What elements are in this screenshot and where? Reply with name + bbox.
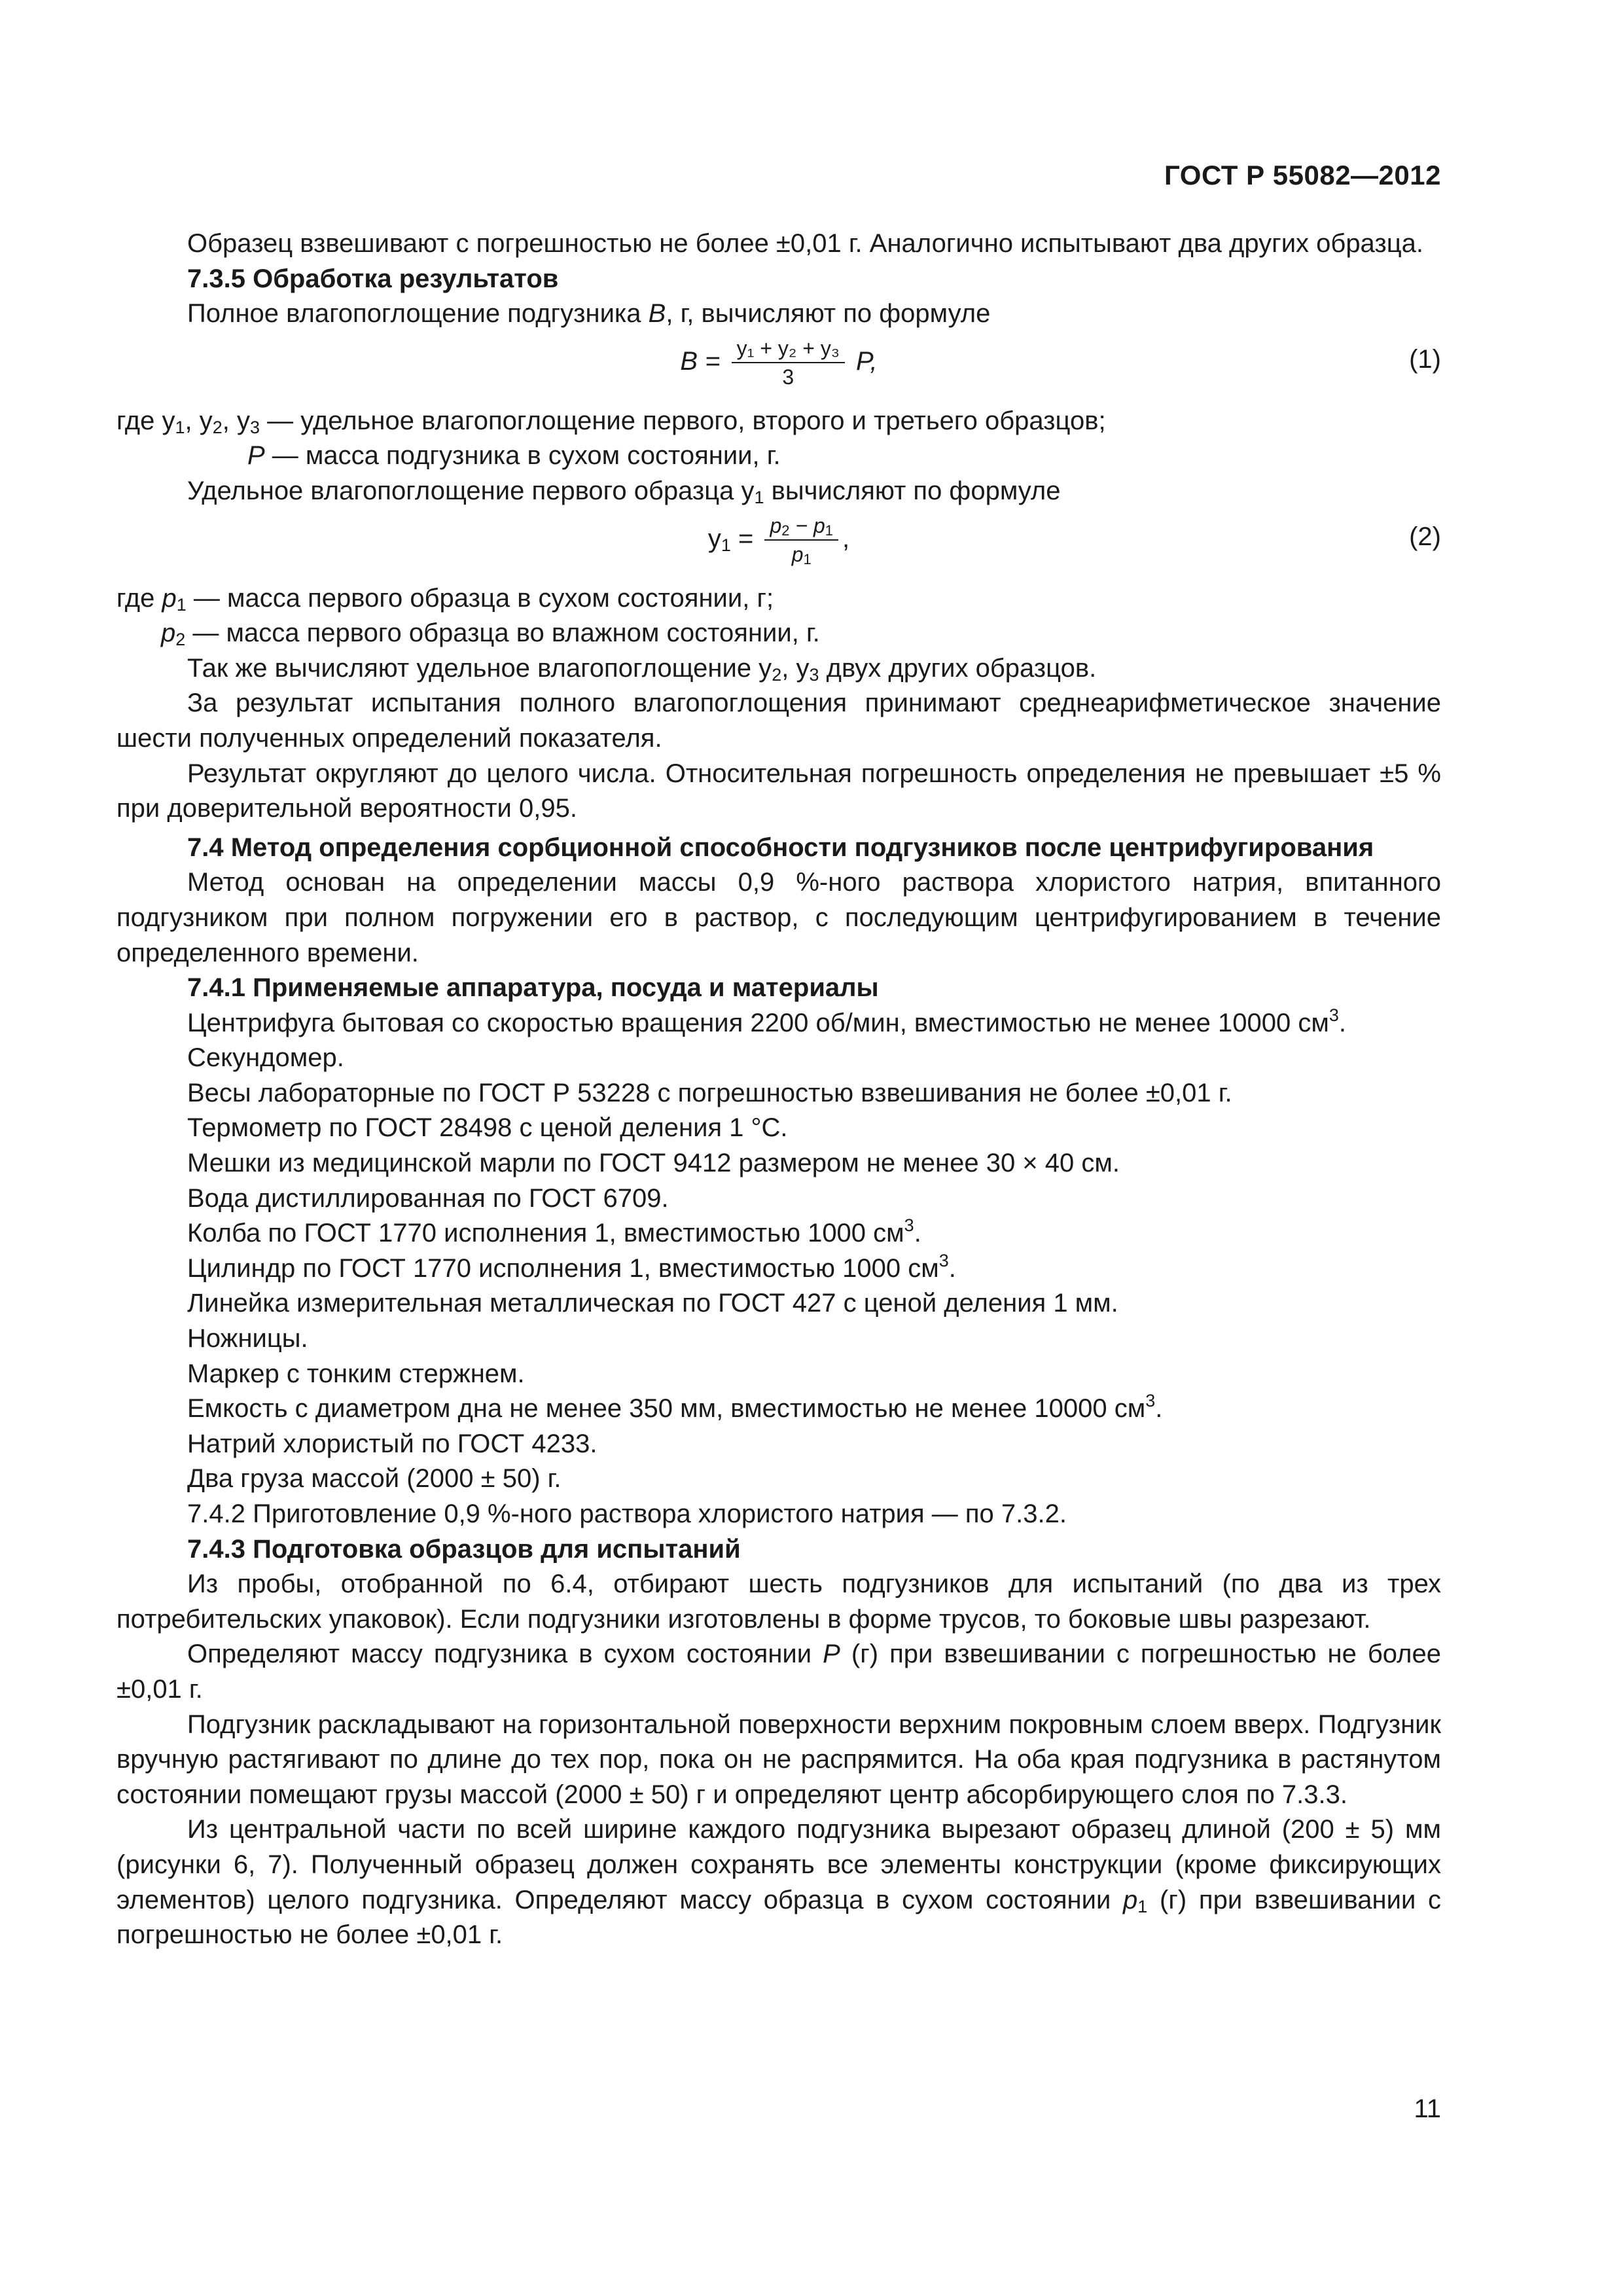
section-7-4-1-heading: 7.4.1 Применяемые аппаратура, посуда и материалы	[187, 973, 879, 1003]
formula-2-where-p1: где $p_1$ — масса первого образца в сухом состоянии, г;	[116, 583, 774, 615]
formula-2-denominator: $p_1$	[791, 542, 812, 567]
list-item: Емкость с диаметром дна не менее 350 мм, вместимостью не менее 10000 $см^3$.	[187, 1391, 1163, 1424]
list-item: Вода дистиллированная по ГОСТ 6709.	[187, 1183, 669, 1213]
document-code-header: ГОСТ Р 55082—2012	[1164, 160, 1441, 190]
method-paragraph: Метод основан на определении массы 0,9 %-ного раствора хлористого натрия, впитанного подгузником при полном погружении его в раствор, с последующим центрифугированием в течение определенного времени.	[116, 868, 1441, 967]
list-item: Цилиндр по ГОСТ 1770 исполнения 1, вместимостью 1000 $см^3$.	[187, 1250, 956, 1283]
dry-mass-paragraph: Определяют массу подгузника в сухом состоянии P (г) при взвешивании с погрешностью не более ±0,01 г.	[116, 1640, 1441, 1704]
list-item: Линейка измерительная металлическая по ГОСТ 427 с ценой деления 1 мм.	[187, 1289, 1118, 1318]
formula-2	[116, 509, 1441, 581]
formula-1-number: (1)	[1409, 344, 1441, 374]
list-item: Секундомер.	[187, 1043, 344, 1073]
list-item: Колба по ГОСТ 1770 исполнения 1, вместимостью 1000 $см^3$.	[187, 1215, 921, 1248]
list-item: Весы лабораторные по ГОСТ Р 53228 с погрешностью взвешивания не более ±0,01 г.	[187, 1078, 1232, 1107]
list-item: Центрифуга бытовая со скоростью вращения 2200 об/мин, вместимостью не менее 10000 $см^3$.	[187, 1005, 1347, 1037]
formula-1-where-y: где $y_1$, $y_2$, $y_3$ — удельное влагопоглощение первого, второго и третьего образцов;	[116, 406, 1106, 437]
formula-2-expression: $y_1$ = $\frac{p_2 - p_1}{p_1}$ ,	[707, 513, 850, 567]
formula-1-expression: В = $\frac{\text{y₁ + y₂ + y₃}}{3}$ P,	[680, 336, 878, 389]
formula-1-intro: Полное влагопоглощение подгузника В, г, вычисляют по формуле	[187, 299, 991, 329]
formula-2-fraction	[764, 513, 838, 567]
list-item: Мешки из медицинской марли по ГОСТ 9412 размером не менее 30 × 40 см.	[187, 1149, 1120, 1178]
formula-2-number: (2)	[1409, 522, 1441, 551]
cutting-paragraph: Из центральной части по всей ширине каждого подгузника вырезают образец длиной (200 ± 5) мм (рисунки 6, 7). Полученный образец должен сохранять все элементы конструкции (кроме фиксирующих элементов) целого подгузника. Определяют массу образца в сухом состоянии $p_1$ (г) при взвешивании с погрешностью не более ±0,01 г.	[116, 1815, 1441, 1950]
section-7-4-3-heading: 7.4.3 Подготовка образцов для испытаний	[187, 1534, 741, 1564]
formula-2-where-p2: $p_2$ — масса первого образца во влажном состоянии, г.	[161, 619, 820, 650]
list-item: Маркер с тонким стержнем.	[187, 1359, 525, 1388]
page-content	[116, 226, 1441, 1953]
variable-B: В	[648, 299, 666, 329]
section-7-3-5-heading: 7.3.5 Обработка результатов	[187, 264, 559, 293]
stretching-paragraph: Подгузник раскладывают на горизонтальной поверхности верхним покровным слоем вверх. Подгузник вручную растягивают по длине до тех пор, пока он не распрямится. На оба края подгузника в растянутом состоянии помещают грузы массой (2000 ± 50) г и определяют центр абсорбирующего слоя по 7.3.3.	[116, 1710, 1441, 1809]
formula-1	[116, 332, 1441, 404]
equipment-list	[116, 1006, 1441, 1497]
list-item: Натрий хлористый по ГОСТ 4233.	[187, 1429, 597, 1458]
list-item: Ножницы.	[187, 1324, 308, 1354]
list-item: Два груза массой (2000 ± 50) г.	[187, 1464, 562, 1494]
result-paragraph: За результат испытания полного влагопоглощения принимают среднеарифметическое значение шести полученных определений показателя.	[116, 689, 1441, 753]
other-samples-line: Так же вычисляют удельное влагопоглощение $y_2$, $y_3$ двух других образцов.	[187, 653, 1097, 685]
formula-2-numerator: $p_2 - p_1$	[764, 513, 838, 541]
list-item: Термометр по ГОСТ 28498 с ценой деления 1 °С.	[187, 1113, 788, 1143]
page-number: 11	[1414, 2094, 1441, 2123]
section-7-4-2: 7.4.2 Приготовление 0,9 %-ного раствора хлористого натрия — по 7.3.2.	[187, 1499, 1067, 1528]
formula-1-fraction	[732, 336, 845, 390]
formula-1-numerator: y₁ + y₂ + y₃	[732, 336, 845, 363]
formula-1-denominator: 3	[782, 365, 794, 389]
formula-2-intro: Удельное влагопоглощение первого образца $y_1$ вычисляют по формуле	[187, 476, 1061, 507]
sampling-paragraph: Из пробы, отобранной по 6.4, отбирают шесть подгузников для испытаний (по два из трех потребительских упаковок). Если подгузники изготовлены в форме трусов, то боковые швы разрезают.	[116, 1570, 1441, 1634]
rounding-paragraph: Результат округляют до целого числа. Относительная погрешность определения не превышает ±5 % при доверительной вероятности 0,95.	[116, 759, 1441, 823]
intro-paragraph: Образец взвешивают с погрешностью не более ±0,01 г. Аналогично испытывают два других образца.	[187, 229, 1423, 258]
section-7-4-heading: 7.4 Метод определения сорбционной способности подгузников после центрифугирования	[187, 833, 1374, 862]
formula-1-where-p: P — масса подгузника в сухом состоянии, г.	[247, 441, 781, 471]
